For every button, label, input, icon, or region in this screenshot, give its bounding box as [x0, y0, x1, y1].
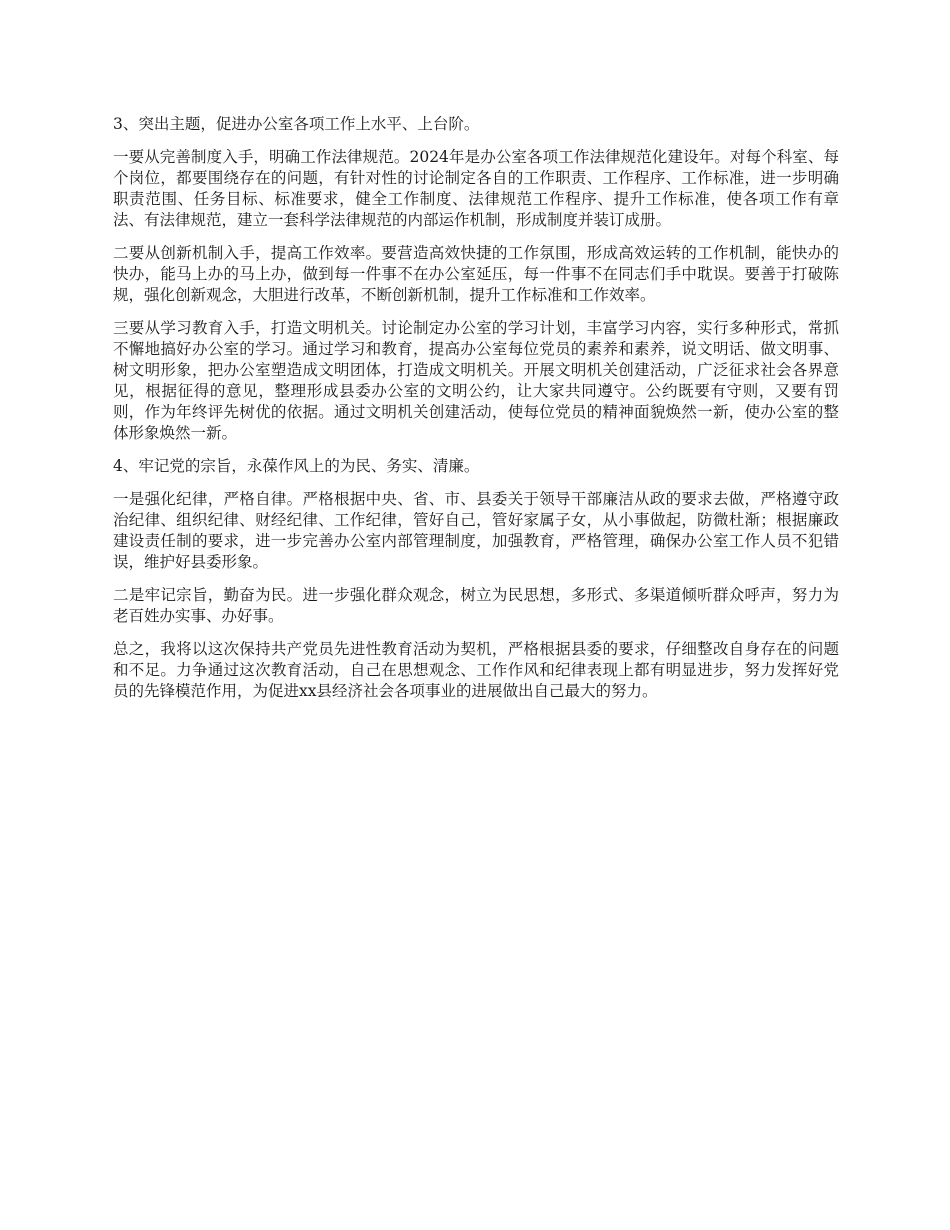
document-body — [113, 110, 839, 714]
paragraph-innovate-mechanism: 二要从创新机制入手，提高工作效率。要营造高效快捷的工作氛围，形成高效运转的工作机制，能快办的快办，能马上办的马上办，做到每一件事不在办公室延压，每一件事不在同志们手中耽误。要善于打破陈规，强化创新观念，大胆进行改革，不断创新机制，提升工作标准和工作效率。 — [113, 244, 839, 304]
section-heading-4: 4、牢记党的宗旨，永葆作风上的为民、务实、清廉。 — [113, 457, 480, 475]
paragraph-discipline: 一是强化纪律，严格自律。严格根据中央、省、市、县委关于领导干部廉洁从政的要求去做，严格遵守政治纪律、组织纪律、财经纪律、工作纪律，管好自己，管好家属子女，从小事做起，防微杜渐；根据廉政建设责任制的要求，进一步完善办公室内部管理制度，加强教育，严格管理，确保办公室工作人员不犯错误，维护好县委形象。 — [113, 490, 839, 571]
paragraph-purpose: 二是牢记宗旨，勤奋为民。进一步强化群众观念，树立为民思想，多形式、多渠道倾听群众呼声，努力为老百姓办实事、办好事。 — [113, 586, 839, 625]
paragraph-improve-system: 一要从完善制度入手，明确工作法律规范。2024年是办公室各项工作法律规范化建设年。对每个科室、每个岗位，都要围绕存在的问题，有针对性的讨论制定各自的工作职责、工作程序、工作标准，进一步明确职责范围、任务目标、标准要求，健全工作制度、法律规范工作程序、提升工作标准，使各项工作有章法、有法律规范，建立一套科学法律规范的内部运作机制，形成制度并装订成册。 — [113, 148, 839, 229]
section-heading-3: 3、突出主题，促进办公室各项工作上水平、上台阶。 — [113, 115, 480, 133]
paragraph-conclusion: 总之，我将以这次保持共产党员先进性教育活动为契机，严格根据县委的要求，仔细整改自身存在的问题和不足。力争通过这次教育活动，自己在思想观念、工作作风和纪律表现上都有明显进步，努力发挥好党员的先锋模范作用，为促进xx县经济社会各项事业的进展做出自己最大的努力。 — [113, 640, 839, 700]
paragraph-learning-education: 三要从学习教育入手，打造文明机关。讨论制定办公室的学习计划，丰富学习内容，实行多种形式，常抓不懈地搞好办公室的学习。通过学习和教育，提高办公室每位党员的素养和素养，说文明话、做文明事、树文明形象，把办公室塑造成文明团体，打造成文明机关。开展文明机关创建活动，广泛征求社会各界意见，根据征得的意见，整理形成县委办公室的文明公约，让大家共同遵守。公约既要有守则，又要有罚则，作为年终评先树优的依据。通过文明机关创建活动，使每位党员的精神面貌焕然一新，使办公室的整体形象焕然一新。 — [113, 319, 839, 442]
